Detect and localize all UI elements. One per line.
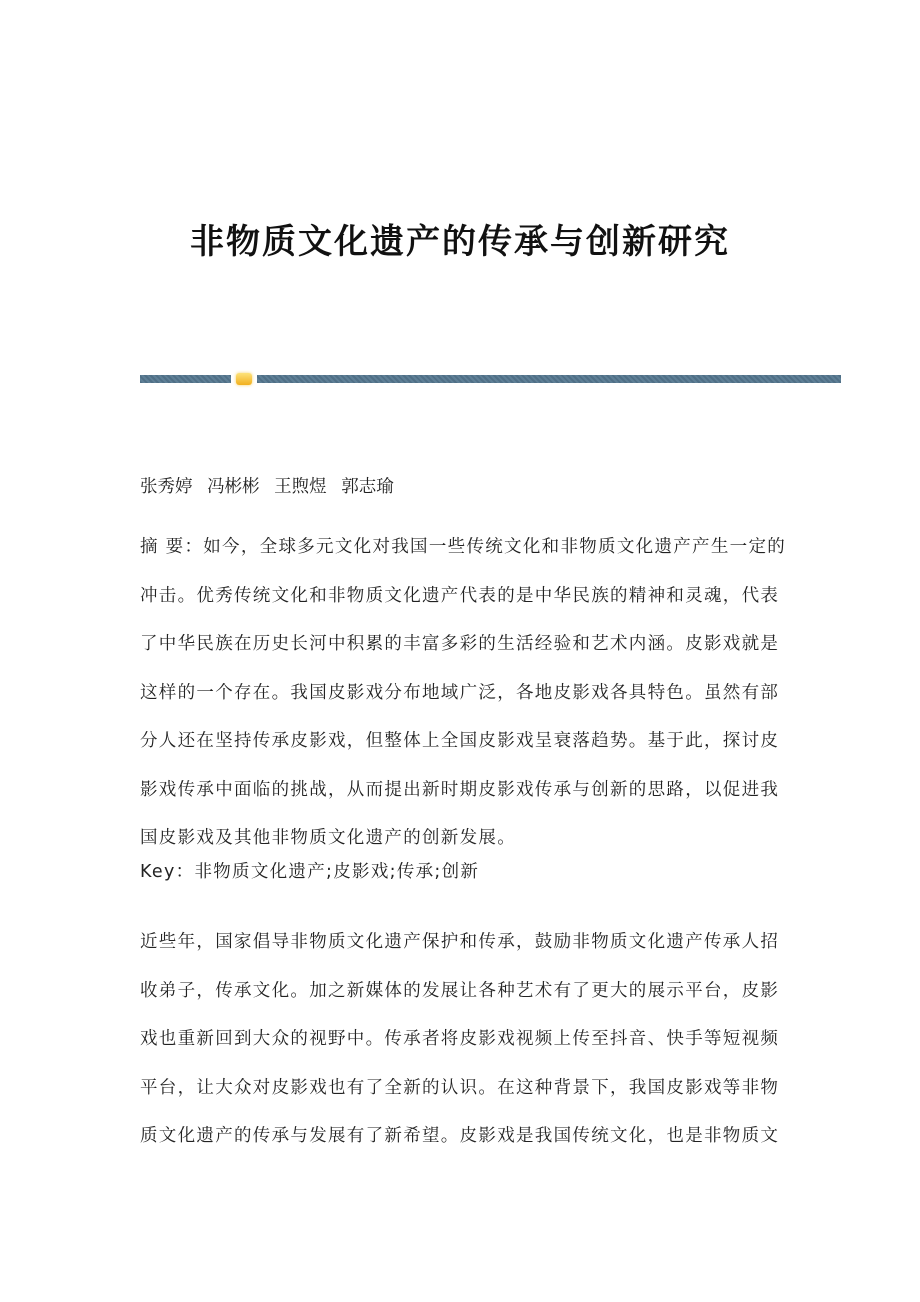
author-name: 张秀婷 <box>140 477 193 497</box>
body-line: 平台，让大众对皮影戏也有了全新的认识。在这种背景下，我国皮影戏等非物 <box>140 1077 780 1098</box>
title-divider <box>140 374 841 384</box>
body-paragraph <box>140 918 780 1161</box>
keywords-text: 非物质文化遗产;皮影戏;传承;创新 <box>194 862 480 882</box>
keywords-line <box>140 848 780 897</box>
abstract-line: 影戏传承中面临的挑战，从而提出新时期皮影戏传承与创新的思路，以促进我 <box>140 779 780 800</box>
author-list <box>140 473 780 498</box>
abstract-line: 摘 要：如今，全球多元文化对我国一些传统文化和非物质文化遗产产生一定的 <box>140 537 787 557</box>
body-line: 近些年，国家倡导非物质文化遗产保护和传承，鼓励非物质文化遗产传承人招 <box>140 932 780 952</box>
body-line: 戏也重新回到大众的视野中。传承者将皮影戏视频上传至抖音、快手等短视频 <box>140 1029 780 1049</box>
body-line: 收弟子，传承文化。加之新媒体的发展让各种艺术有了更大的展示平台，皮影 <box>140 980 780 1001</box>
abstract-line: 了中华民族在历史长河中积累的丰富多彩的生活经验和艺术内涵。皮影戏就是 <box>140 634 780 654</box>
author-name: 冯彬彬 <box>207 477 260 497</box>
abstract-line: 国皮影戏及其他非物质文化遗产的创新发展。 <box>140 828 516 848</box>
body-line: 质文化遗产的传承与发展有了新希望。皮影戏是我国传统文化，也是非物质文 <box>140 1126 780 1146</box>
abstract-line: 这样的一个存在。我国皮影戏分布地域广泛，各地皮影戏各具特色。虽然有部 <box>140 682 780 703</box>
abstract-line: 分人还在坚持传承皮影戏，但整体上全国皮影戏呈衰落趋势。基于此，探讨皮 <box>140 731 780 751</box>
author-name: 王煦煜 <box>274 477 327 497</box>
abstract <box>140 523 787 863</box>
divider-emblem-icon <box>236 373 252 385</box>
keywords <box>140 848 780 897</box>
abstract-line: 冲击。优秀传统文化和非物质文化遗产代表的是中华民族的精神和灵魂，代表 <box>140 585 780 606</box>
author-name: 郭志瑜 <box>341 477 394 497</box>
divider-bar-left <box>140 375 231 383</box>
keywords-label: Key： <box>140 862 195 882</box>
divider-bar-right <box>257 375 841 383</box>
document-title: 非物质文化遗产的传承与创新研究 <box>190 222 730 262</box>
